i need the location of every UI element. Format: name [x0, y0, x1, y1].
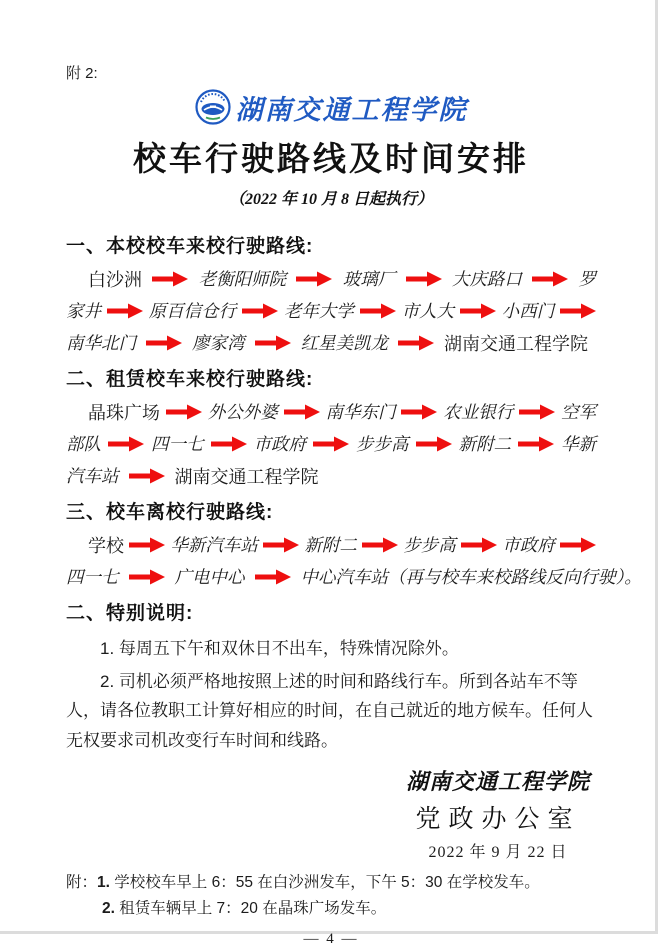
- route-arrow-icon: [519, 404, 555, 420]
- route-station: 红星美凯龙: [300, 333, 388, 353]
- special-note-1: 1. 每周五下午和双休日不出车，特殊情况除外。: [100, 639, 459, 658]
- route-line: [66, 299, 596, 322]
- footnotes: [66, 870, 596, 923]
- route-station: 汽车站: [66, 466, 119, 486]
- route-station: 南华东门: [325, 402, 396, 422]
- route-station: 罗: [578, 269, 596, 289]
- route-station: 华新: [561, 434, 596, 454]
- route-station: 华新汽车站: [170, 535, 258, 555]
- route-station: 市政府: [253, 434, 306, 454]
- route-station: 玻璃厂: [342, 269, 396, 289]
- route-station: 四一七: [66, 567, 119, 587]
- route-station: 湖南交通工程学院: [444, 333, 588, 354]
- route-arrow-icon: [263, 537, 299, 553]
- route-station: 新附二: [304, 535, 357, 555]
- route-arrow-icon: [152, 271, 188, 287]
- route-station: 步步高: [403, 535, 456, 555]
- route-arrow-icon: [255, 335, 291, 351]
- route-arrow-icon: [108, 436, 144, 452]
- route-arrow-icon: [296, 271, 332, 287]
- route-arrow-icon: [460, 303, 496, 319]
- route-lines: [66, 533, 642, 588]
- signature-date: 2022 年 9 月 22 日: [428, 843, 568, 861]
- route-station: 学校: [88, 535, 124, 556]
- route-station: 小西门: [501, 301, 555, 321]
- school-name: 湖南交通工程学院: [235, 94, 468, 125]
- school-logo-row: [66, 87, 596, 127]
- document-subtitle: （2022 年 10 月 8 日起执行）: [228, 191, 433, 208]
- route-station: 四一七: [151, 434, 204, 454]
- footnote-number: 2.: [102, 900, 115, 918]
- route-station: 部队: [66, 434, 101, 454]
- signature-organization: 湖南交通工程学院: [405, 768, 590, 794]
- route-arrow-icon: [146, 335, 182, 351]
- route-heading: 三、校车离校行驶路线:: [66, 502, 274, 523]
- route-station: 中心汽车站（再与校车来校路线反向行驶）。: [300, 567, 642, 587]
- route-station: 老衡阳师院: [198, 269, 287, 289]
- route-station: 外公外婆: [207, 402, 278, 422]
- route-arrow-icon: [129, 537, 165, 553]
- route-station: 湖南交通工程学院: [174, 466, 319, 487]
- route-arrow-icon: [166, 404, 202, 420]
- document-title: 校车行驶路线及时间安排: [133, 140, 529, 177]
- footnote-text: 租赁车辆早上 7：20 在晶珠广场发车。: [119, 900, 387, 918]
- route-line: [66, 331, 596, 354]
- route-station: 晶珠广场: [88, 402, 160, 423]
- route-arrow-icon: [532, 271, 568, 287]
- footnote-line-1: [66, 870, 596, 896]
- route-arrow-icon: [107, 303, 143, 319]
- route-line: [66, 565, 642, 588]
- footnote-text: 学校校车早上 6：55 在白沙洲发车，下午 5：30 在学校发车。: [114, 873, 540, 891]
- route-arrow-icon: [129, 468, 165, 484]
- route-arrow-icon: [406, 271, 442, 287]
- route-arrow-icon: [211, 436, 247, 452]
- route-station: 空军: [561, 402, 596, 422]
- footnote-number: 1.: [97, 873, 110, 891]
- route-station: 白沙洲: [88, 269, 142, 290]
- route-arrow-icon: [398, 335, 434, 351]
- route-line: [66, 267, 596, 290]
- route-lines: [66, 400, 596, 487]
- route-lines: [66, 267, 596, 354]
- route-arrow-icon: [401, 404, 437, 420]
- route-station: 市人大: [401, 301, 454, 321]
- attachment-label: 附 2:: [66, 65, 98, 82]
- route-heading: 二、租赁校车来校行驶路线:: [66, 369, 314, 390]
- route-arrow-icon: [362, 537, 398, 553]
- route-line: [66, 400, 596, 423]
- route-station: 原百信仓行: [148, 301, 237, 321]
- page-number: — 4 —: [303, 930, 359, 947]
- route-arrow-icon: [242, 303, 278, 319]
- route-heading: 一、本校校车来校行驶路线:: [66, 236, 314, 257]
- route-station: 广电中心: [174, 567, 245, 587]
- route-station: 农业银行: [443, 402, 514, 422]
- route-section-departure: [66, 497, 642, 588]
- route-arrow-icon: [560, 303, 596, 319]
- route-station: 大庆路口: [451, 269, 522, 289]
- route-line: [66, 533, 596, 556]
- route-arrow-icon: [518, 436, 554, 452]
- school-badge-icon: [195, 89, 231, 125]
- route-arrow-icon: [560, 537, 596, 553]
- route-station: 步步高: [356, 434, 409, 454]
- route-arrow-icon: [255, 569, 291, 585]
- route-arrow-icon: [129, 569, 165, 585]
- signature-office: 党政办公室: [415, 805, 581, 833]
- route-station: 市政府: [502, 535, 555, 555]
- route-arrow-icon: [416, 436, 452, 452]
- signature-block: [66, 765, 596, 862]
- route-arrow-icon: [284, 404, 320, 420]
- route-station: 老年大学: [283, 301, 354, 321]
- route-station: 廖家湾: [192, 333, 245, 353]
- route-arrow-icon: [461, 537, 497, 553]
- special-notes-heading: 二、特别说明:: [66, 603, 194, 624]
- special-note-2: 2. 司机必须严格地按照上述的时间和路线行车。所到各站车不等人，请各位教职工计算好相应的时间，在自己就近的地方候车。任何人无权要求司机改变行车时间和线路。: [66, 672, 593, 750]
- route-section-rented-bus: [66, 364, 596, 487]
- route-station: 新附二: [458, 434, 511, 454]
- route-arrow-icon: [313, 436, 349, 452]
- route-station: 南华北门: [66, 333, 136, 353]
- footnote-line-2: [66, 896, 596, 922]
- route-arrow-icon: [360, 303, 396, 319]
- route-section-own-bus: [66, 231, 596, 354]
- route-line: [66, 464, 596, 487]
- route-station: 家井: [66, 301, 101, 321]
- footnote-label: 附：: [66, 873, 98, 891]
- route-line: [66, 432, 596, 455]
